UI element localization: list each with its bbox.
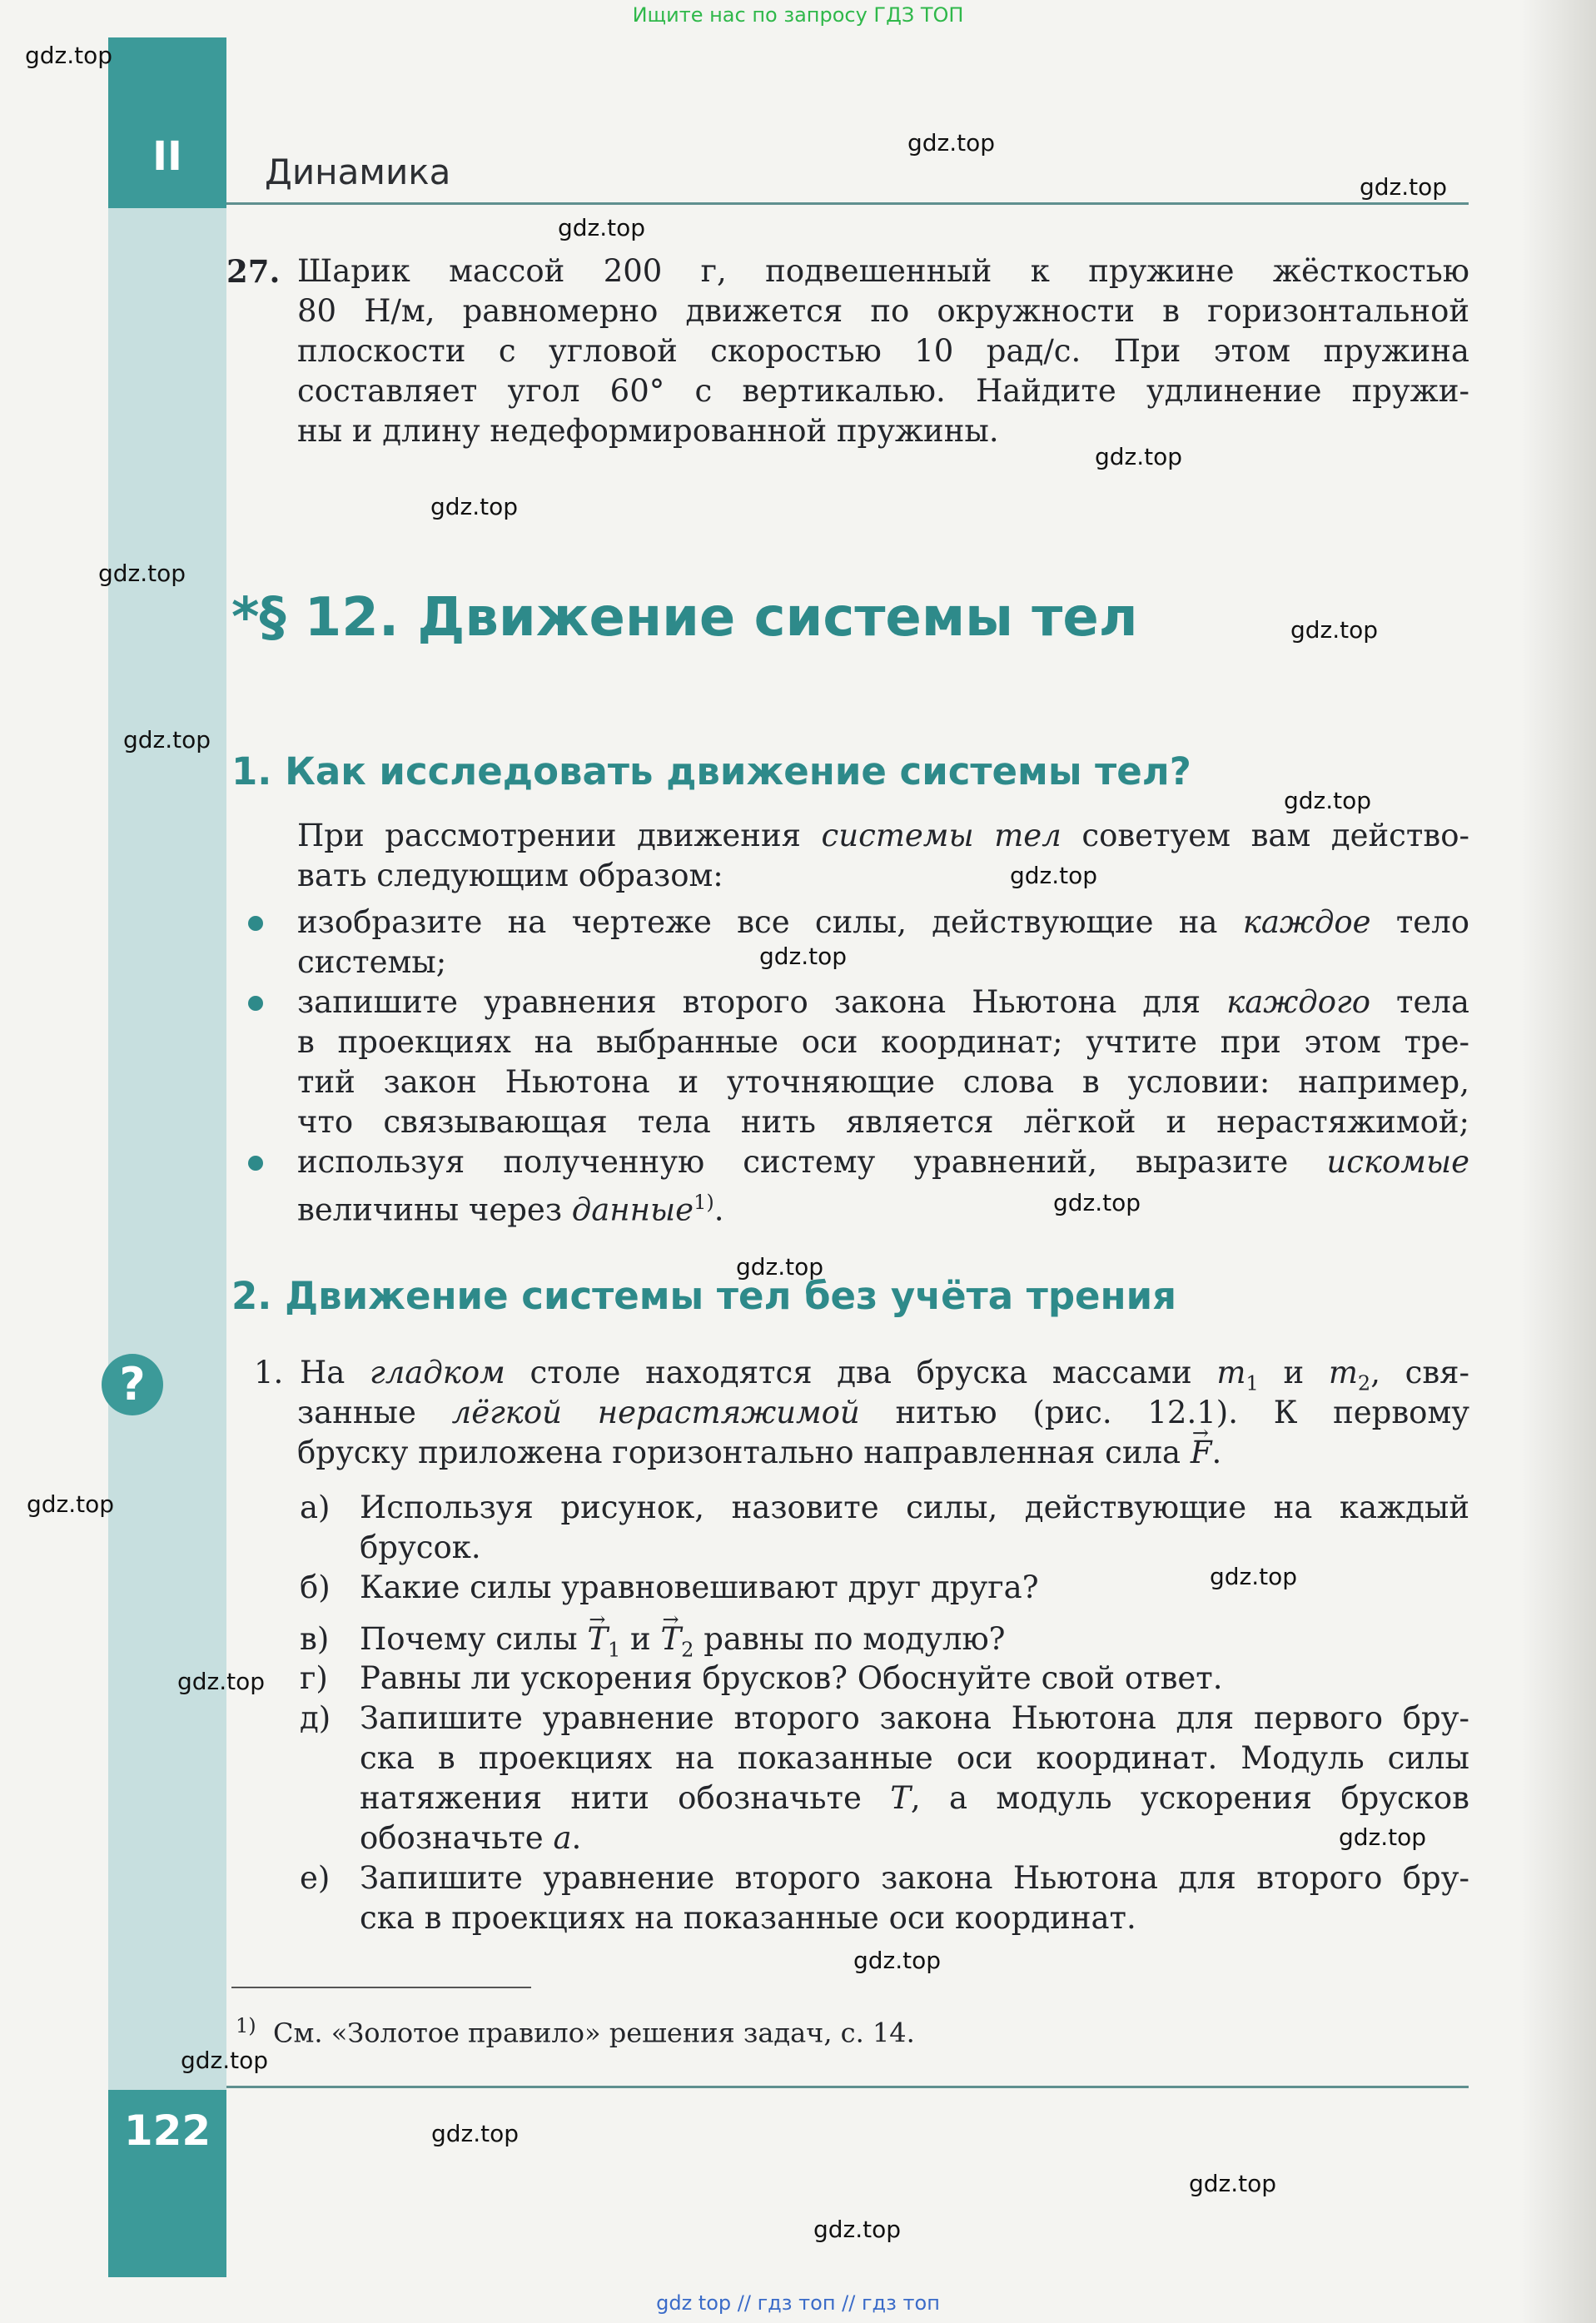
item-c-label: в): [300, 1621, 330, 1657]
task-line-2: занные лёгкой нерастяжимой нитью (рис. 12.1). К первому: [297, 1395, 1469, 1430]
watermark: gdz.top: [907, 129, 996, 157]
item-d-label: г): [300, 1660, 328, 1696]
problem-line: 80 Н/м, равномерно движется по окружности в горизонтальной: [297, 293, 1469, 329]
bullet-2-line-2: в проекциях на выбранные оси координат; учтите при этом тре-: [297, 1024, 1469, 1060]
bullet-2-line-4: что связывающая тела нить является лёгкой и нерастяжимой;: [297, 1104, 1469, 1140]
item-e-line-3: натяжения нити обозначьте T, а модуль ускорения брусков: [360, 1780, 1470, 1816]
chapter-title: Динамика: [265, 152, 451, 192]
item-b-label: б): [300, 1569, 331, 1605]
watermark: gdz.top: [98, 560, 186, 587]
footnote: $^{1)}$ См. «Золотое правило» решения задач, с. 14.: [236, 2014, 915, 2049]
watermark: gdz.top: [431, 2120, 520, 2147]
item-a-label: а): [300, 1490, 331, 1525]
watermark: gdz.top: [736, 1253, 824, 1281]
watermark: gdz.top: [123, 726, 211, 754]
bullet-2-line-1: запишите уравнения второго закона Ньютона для каждого тела: [297, 984, 1469, 1020]
problem-line: ны и длину недеформированной пружины.: [297, 413, 999, 449]
watermark: gdz.top: [1284, 787, 1372, 814]
bottom-banner[interactable]: gdz top // гдз топ // гдз топ: [656, 2291, 940, 2315]
item-e-line-1: Запишите уравнение второго закона Ньютона для первого бру-: [360, 1700, 1469, 1736]
task-line-1: На гладком столе находятся два бруска массами $m_1$ и $m_2$, свя-: [300, 1355, 1470, 1395]
page-edge-shadow: [1521, 0, 1596, 2323]
watermark: gdz.top: [430, 493, 519, 520]
force-vector-symbol: → F: [1191, 1433, 1212, 1473]
watermark: gdz.top: [1210, 1563, 1298, 1590]
watermark: gdz.top: [1339, 1823, 1427, 1851]
bullet-icon: [248, 916, 263, 931]
footnote-mark: 1): [236, 2014, 256, 2037]
problem-line: плоскости с угловой скоростью 10 рад/с. При этом пружина: [297, 333, 1469, 369]
watermark: gdz.top: [813, 2216, 902, 2243]
watermark: gdz.top: [558, 214, 646, 241]
watermark: gdz.top: [1360, 173, 1448, 201]
watermark: gdz.top: [759, 943, 848, 970]
header-rule: [226, 202, 1469, 205]
task-line-3: бруску приложена горизонтально направленная сила → F.: [297, 1433, 1469, 1473]
item-f-line-1: Запишите уравнение второго закона Ньютона для второго бру-: [360, 1860, 1469, 1896]
watermark: gdz.top: [1290, 616, 1379, 644]
watermark: gdz.top: [177, 1668, 266, 1695]
bullet-1-line-2: системы;: [297, 944, 447, 980]
top-banner[interactable]: Ищите нас по запросу ГДЗ ТОП: [632, 3, 964, 27]
bullet-3-line-1: используя полученную систему уравнений, выразите искомые: [297, 1144, 1469, 1180]
bullet-3-line-2: величины через данные$^{1)}$.: [297, 1191, 724, 1228]
subsection-2-heading: 2. Движение системы тел без учёта трения: [231, 1274, 1177, 1318]
bullet-icon: [248, 1156, 263, 1171]
watermark: gdz.top: [1053, 1189, 1141, 1216]
bullet-icon: [248, 996, 263, 1011]
item-a-line-2: брусок.: [360, 1530, 481, 1565]
chapter-number: II: [152, 133, 182, 180]
watermark: gdz.top: [1010, 862, 1098, 889]
item-b-line-1: Какие силы уравновешивают друг друга?: [360, 1569, 1039, 1605]
intro-line-2: вать следующим образом:: [297, 858, 723, 893]
bullet-2-line-3: тий закон Ньютона и уточняющие слова в условии: например,: [297, 1064, 1469, 1100]
problem-line: составляет угол 60° с вертикалью. Найдите удлинение пружи-: [297, 373, 1469, 409]
bullet-1-line-1: изобразите на чертеже все силы, действующие на каждое тело: [297, 904, 1469, 940]
item-f-line-2: ска в проекциях на показанные оси координат.: [360, 1900, 1136, 1936]
item-f-label: е): [300, 1860, 331, 1896]
watermark: gdz.top: [853, 1947, 942, 1974]
chapter-tab: [108, 37, 226, 208]
tension-2-symbol: → T: [660, 1619, 681, 1659]
item-c-line-1: Почему силы → $T_1$ $и \to T_2$ равны по модулю?: [360, 1619, 1469, 1669]
footnote-rule: [231, 1987, 531, 1988]
section-title: *§ 12. Движение системы тел: [231, 587, 1138, 649]
side-strip: [108, 37, 226, 2277]
problem-number: 27.: [226, 253, 281, 290]
task-number: 1.: [254, 1355, 284, 1390]
problem-line: Шарик массой 200 г, подвешенный к пружине жёсткостью: [297, 253, 1469, 289]
item-a-line-1: Используя рисунок, назовите силы, действующие на каждый: [360, 1490, 1469, 1525]
footer-rule: [226, 2086, 1469, 2088]
subsection-1-heading: 1. Как исследовать движение системы тел?: [231, 749, 1191, 793]
item-e-line-2: ска в проекциях на показанные оси координат. Модуль силы: [360, 1740, 1469, 1776]
watermark: gdz.top: [25, 42, 113, 69]
item-d-line-1: Равны ли ускорения брусков? Обоснуйте свой ответ.: [360, 1660, 1223, 1696]
watermark: gdz.top: [181, 2047, 269, 2074]
question-icon: ?: [102, 1354, 163, 1415]
intro-line-1: При рассмотрении движения системы тел советуем вам действо-: [297, 818, 1469, 853]
item-e-line-4: обозначьте a.: [360, 1820, 582, 1856]
tension-1-symbol: → T: [587, 1619, 608, 1659]
footnote-ref: 1): [694, 1191, 714, 1214]
mass-2-symbol: m: [1328, 1355, 1358, 1390]
watermark: gdz.top: [1095, 443, 1183, 470]
watermark: gdz.top: [27, 1490, 115, 1518]
page-number: 122: [123, 2107, 211, 2155]
item-e-label: д): [300, 1700, 331, 1736]
watermark: gdz.top: [1189, 2170, 1277, 2197]
